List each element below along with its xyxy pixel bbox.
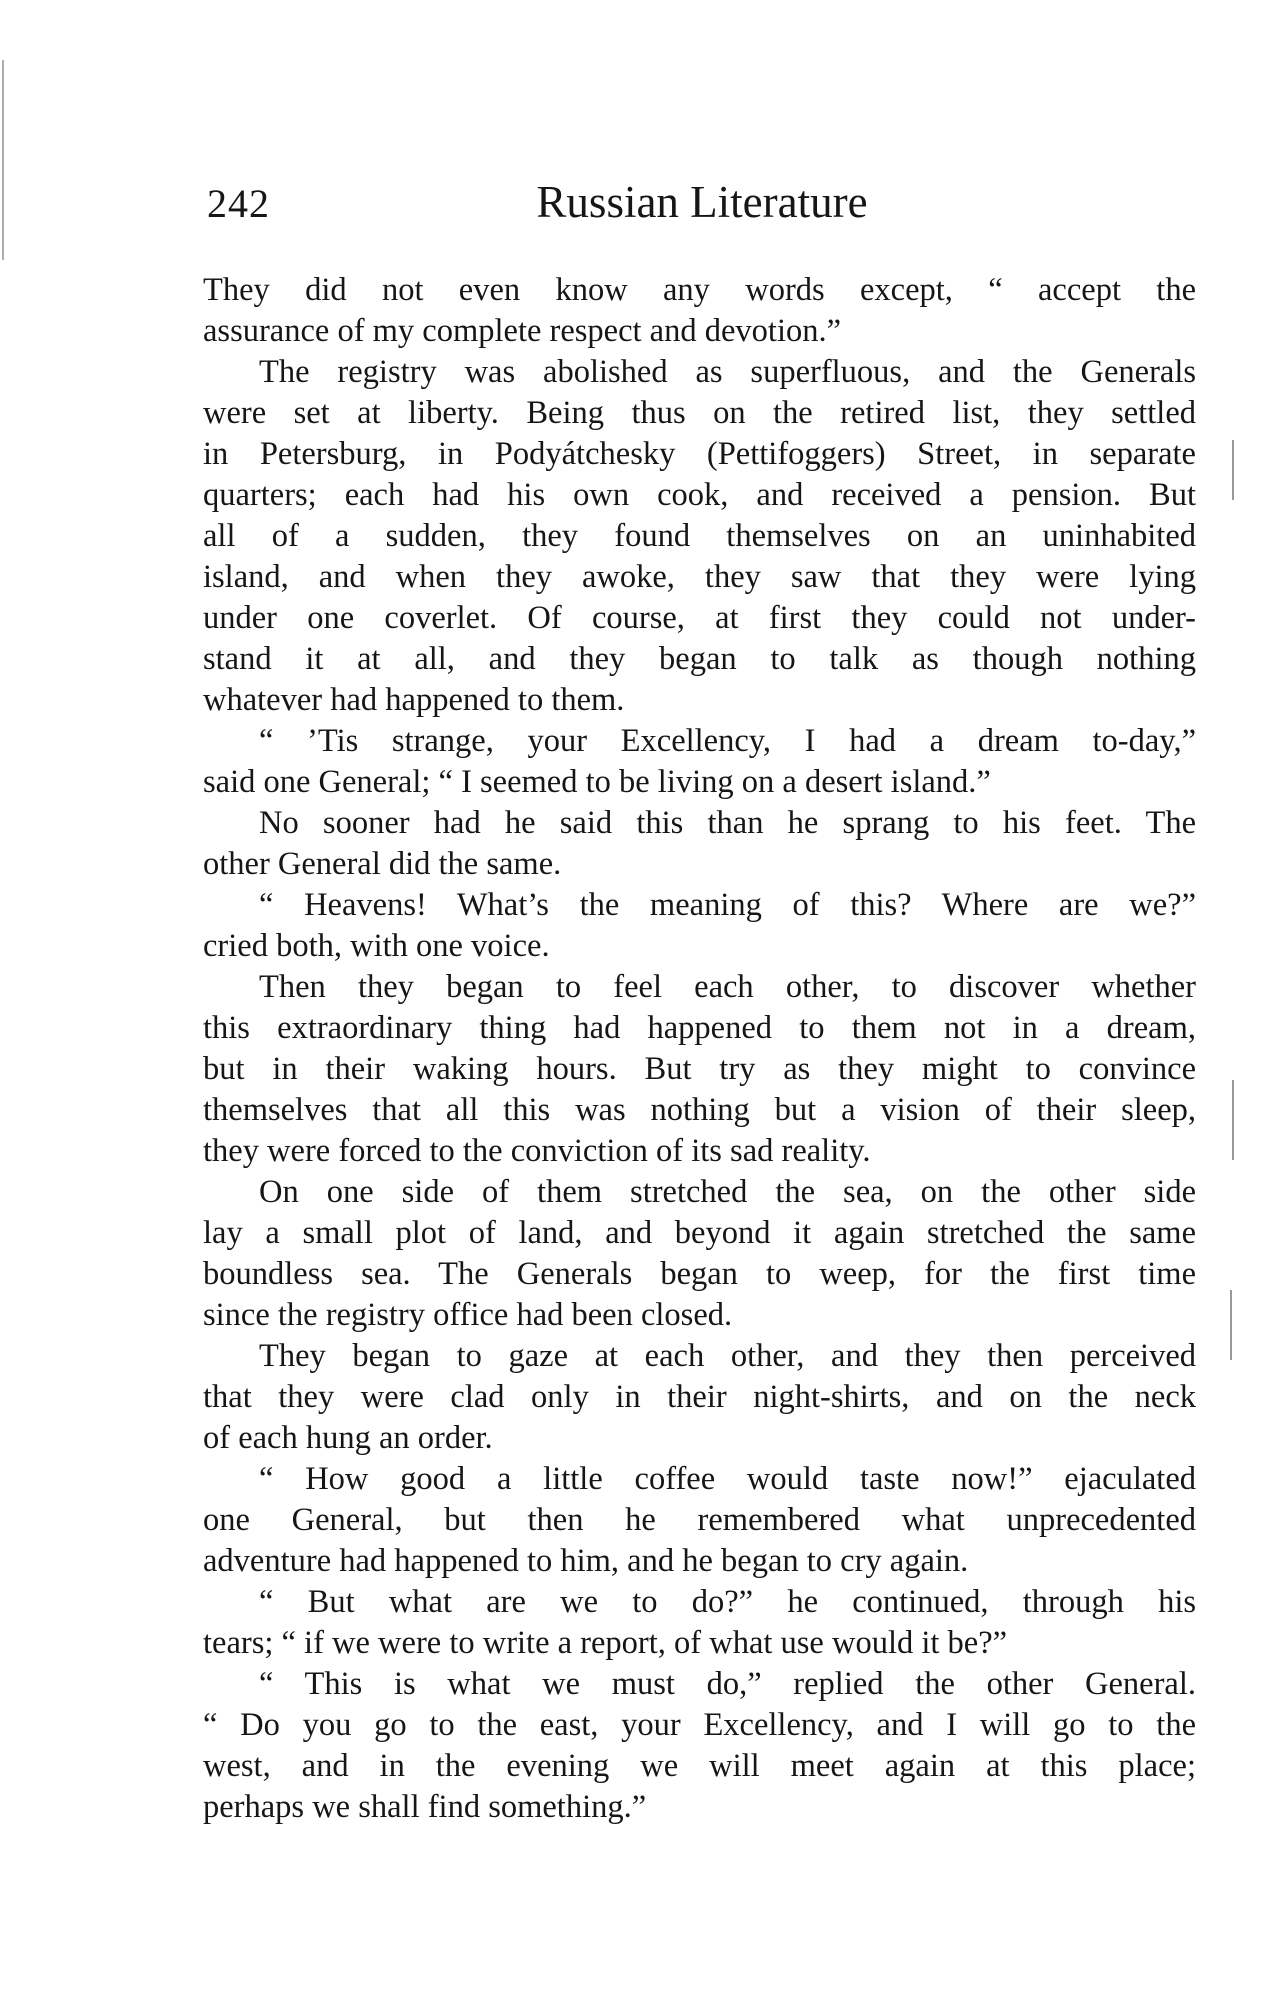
paragraph: [203, 885, 1196, 967]
text-line: but in their waking hours. But try as they might to convince: [203, 1051, 1196, 1087]
scan-artifact: [1232, 440, 1234, 500]
scan-artifact: [1230, 1290, 1232, 1360]
paragraph: [203, 803, 1196, 885]
text-line: On one side of them stretched the sea, on the other side: [259, 1174, 1196, 1210]
text-line: were set at liberty. Being thus on the retired list, they settled: [203, 395, 1196, 431]
text-line: boundless sea. The Generals began to weep, for the first time: [203, 1256, 1196, 1292]
text-line: in Petersburg, in Podyátchesky (Pettifoggers) Street, in separate: [203, 436, 1196, 472]
text-line: under one coverlet. Of course, at first they could not under-: [203, 600, 1196, 636]
text-line: “ Heavens! What’s the meaning of this? Where are we?”: [259, 887, 1196, 923]
text-line: whatever had happened to them.: [203, 682, 625, 718]
text-line: assurance of my complete respect and devotion.”: [203, 313, 842, 349]
text-line: this extraordinary thing had happened to them not in a dream,: [203, 1010, 1196, 1046]
text-line: of each hung an order.: [203, 1420, 493, 1456]
text-line: quarters; each had his own cook, and received a pension. But: [203, 477, 1196, 513]
paragraph: [203, 967, 1196, 1172]
paragraph: [203, 1459, 1196, 1582]
text-line: tears; “ if we were to write a report, of what use would it be?”: [203, 1625, 1008, 1661]
text-line: one General, but then he remembered what unprecedented: [203, 1502, 1196, 1538]
text-line: they were forced to the conviction of its sad reality.: [203, 1133, 871, 1169]
paragraph: [203, 270, 1196, 352]
paragraph: [203, 1664, 1196, 1828]
text-line: “ ’Tis strange, your Excellency, I had a dream to-day,”: [259, 723, 1196, 759]
paragraph: [203, 1336, 1196, 1459]
running-title: Russian Literature: [536, 177, 868, 227]
text-line: all of a sudden, they found themselves on an uninhabited: [203, 518, 1196, 554]
text-line: They did not even know any words except, “ accept the: [203, 272, 1196, 308]
text-line: “ This is what we must do,” replied the other General.: [259, 1666, 1196, 1702]
text-line: said one General; “ I seemed to be living on a desert island.”: [203, 764, 991, 800]
text-line: other General did the same.: [203, 846, 562, 882]
text-line: stand it at all, and they began to talk as though nothing: [203, 641, 1196, 677]
text-line: adventure had happened to him, and he began to cry again.: [203, 1543, 969, 1579]
paragraph: [203, 721, 1196, 803]
paragraph: [203, 1582, 1196, 1664]
text-line: “ Do you go to the east, your Excellency, and I will go to the: [203, 1707, 1196, 1743]
text-line: island, and when they awoke, they saw that they were lying: [203, 559, 1196, 595]
text-line: “ How good a little coffee would taste now!” ejaculated: [259, 1461, 1196, 1497]
page-number: 242: [207, 181, 270, 226]
text-line: The registry was abolished as superfluous, and the Generals: [259, 354, 1196, 390]
text-line: Then they began to feel each other, to discover whether: [259, 969, 1196, 1005]
text-line: “ But what are we to do?” he continued, through his: [259, 1584, 1196, 1620]
body-text: [203, 270, 1196, 1828]
text-line: themselves that all this was nothing but a vision of their sleep,: [203, 1092, 1196, 1128]
text-line: west, and in the evening we will meet again at this place;: [203, 1748, 1196, 1784]
text-line: lay a small plot of land, and beyond it again stretched the same: [203, 1215, 1196, 1251]
text-line: No sooner had he said this than he sprang to his feet. The: [259, 805, 1196, 841]
scan-artifact: [2, 60, 4, 260]
text-line: since the registry office had been closed.: [203, 1297, 733, 1333]
scan-artifact: [1232, 1080, 1234, 1160]
text-line: perhaps we shall find something.”: [203, 1789, 647, 1825]
paragraph: [203, 352, 1196, 721]
text-line: cried both, with one voice.: [203, 928, 550, 964]
paragraph: [203, 1172, 1196, 1336]
text-line: that they were clad only in their night-shirts, and on the neck: [203, 1379, 1196, 1415]
text-line: They began to gaze at each other, and they then perceived: [259, 1338, 1196, 1374]
